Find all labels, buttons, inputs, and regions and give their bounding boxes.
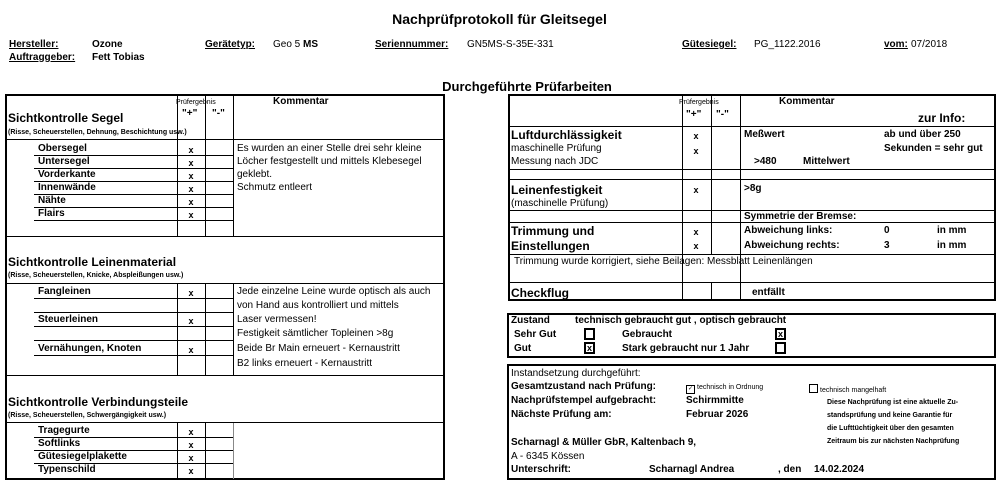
segel-row-name: Flairs bbox=[38, 208, 65, 219]
segel-row-plus: x bbox=[188, 210, 194, 220]
den-label: , den bbox=[778, 464, 802, 475]
leinen-row-plus: x bbox=[188, 345, 194, 355]
check-icon: ✓ bbox=[687, 386, 694, 392]
symmetrie-label: Symmetrie der Bremse: bbox=[744, 211, 857, 222]
segel-row-comment: Löcher festgestellt und mittels Klebesegel bbox=[237, 156, 422, 167]
option-in-ordnung-label: technisch in Ordnung bbox=[697, 384, 764, 391]
leinenfestigkeit-sub: (maschinelle Prüfung) bbox=[511, 198, 609, 209]
naechste-pruefung-label: Nächste Prüfung am: bbox=[511, 409, 612, 420]
abweichung-rechts-unit: in mm bbox=[937, 240, 967, 251]
zustand-sehr-gut-checkbox[interactable] bbox=[584, 328, 595, 340]
verbindung-row-plus: x bbox=[188, 440, 194, 450]
leinen-row-name: Vernähungen, Knoten bbox=[38, 343, 142, 354]
auftraggeber-label: Auftraggeber: bbox=[9, 52, 76, 63]
section-title: Durchgeführte Prüfarbeiten bbox=[442, 79, 612, 94]
disclaimer-line: die Lufttüchtigkeit über den gesamten bbox=[827, 425, 954, 432]
guetesiegel-label: Gütesiegel: bbox=[682, 39, 737, 50]
right-col-kommentar: Kommentar bbox=[779, 96, 835, 107]
zustand-text: technisch gebraucht gut , optisch gebraucht bbox=[575, 315, 787, 326]
segel-row-comment: Es wurden an einer Stelle drei sehr kleine bbox=[237, 143, 422, 154]
luft-title: Luftdurchlässigkeit bbox=[511, 128, 622, 142]
disclaimer-line: standsprüfung und keine Garantie für bbox=[827, 412, 953, 419]
leinen-row-comment: Festigkeit sämtlicher Topleinen >8g bbox=[237, 328, 394, 339]
segel-row-plus: x bbox=[188, 184, 194, 194]
leinen-row-plus: x bbox=[188, 288, 194, 298]
leinenfestigkeit-title: Leinenfestigkeit bbox=[511, 183, 603, 197]
segel-title: Sichtkontrolle Segel bbox=[8, 111, 124, 125]
left-col-minus: "-" bbox=[212, 108, 225, 119]
luft-sub1: maschinelle Prüfung bbox=[511, 143, 602, 154]
segel-row-plus: x bbox=[188, 171, 194, 181]
trimmung-plus-1: x bbox=[693, 227, 699, 237]
luft-sub2: Messung nach JDC bbox=[511, 156, 599, 167]
option-in-ordnung[interactable] bbox=[686, 384, 763, 394]
page-title: Nachprüfprotokoll für Gleitsegel bbox=[392, 11, 607, 27]
luft-plus-1: x bbox=[693, 131, 699, 141]
luft-mittelwert: Mittelwert bbox=[803, 156, 850, 167]
verbindung-row-name: Typenschild bbox=[38, 464, 96, 475]
zustand-gebraucht-label: Gebraucht bbox=[622, 329, 673, 340]
geraetetyp-label: Gerätetyp: bbox=[205, 39, 256, 50]
geraetetyp-size: MS bbox=[303, 39, 319, 50]
right-col-plus: "+" bbox=[686, 109, 702, 120]
verbindung-row-plus: x bbox=[188, 453, 194, 463]
segel-row-plus: x bbox=[188, 197, 194, 207]
seriennummer-label: Seriennummer: bbox=[375, 39, 449, 50]
leinen-row-name: Fangleinen bbox=[38, 286, 91, 297]
luft-plus-2: x bbox=[693, 146, 699, 156]
guetesiegel-value: PG_1122.2016 bbox=[754, 39, 821, 50]
abweichung-rechts-value: 3 bbox=[884, 240, 890, 251]
leinen-subtitle: (Risse, Scheuerstellen, Knicke, Abspleißungen usw.) bbox=[8, 272, 184, 279]
zustand-stark-label: Stark gebraucht nur 1 Jahr bbox=[622, 343, 750, 354]
leinen-title: Sichtkontrolle Leinenmaterial bbox=[8, 255, 177, 269]
trimmung-note: Trimmung wurde korrigiert, siehe Beilagen: Messblatt Leinenlängen bbox=[514, 256, 813, 267]
right-col-minus: "-" bbox=[716, 109, 729, 120]
leinen-row-name: Steuerleinen bbox=[38, 314, 99, 325]
unterschrift-label: Unterschrift: bbox=[511, 464, 572, 475]
trimmung-title-1: Trimmung und bbox=[511, 224, 595, 238]
verbindung-row-name: Softlinks bbox=[38, 438, 81, 449]
zustand-sehr-gut-label: Sehr Gut bbox=[514, 329, 557, 340]
leinen-row-comment: Beide Br Main erneuert - Kernaustritt bbox=[237, 343, 400, 354]
abweichung-links-label: Abweichung links: bbox=[744, 225, 833, 236]
leinen-row-comment: B2 links erneuert - Kernaustritt bbox=[237, 358, 373, 369]
firma-line-2: A - 6345 Kössen bbox=[511, 451, 585, 462]
stempel-label: Nachprüfstempel aufgebracht: bbox=[511, 395, 657, 406]
signature-date: 14.02.2024 bbox=[814, 464, 865, 475]
disclaimer-line: Diese Nachprüfung ist eine aktuelle Zu- bbox=[827, 399, 959, 406]
segel-row-name: Vorderkante bbox=[38, 169, 96, 180]
trimmung-plus-2: x bbox=[693, 241, 699, 251]
verbindung-row-plus: x bbox=[188, 466, 194, 476]
left-col-plus: "+" bbox=[182, 108, 198, 119]
hersteller-value: Ozone bbox=[92, 39, 123, 50]
luft-messwert-label: Meßwert bbox=[744, 129, 785, 140]
seriennummer-value: GN5MS-S-35E-331 bbox=[467, 39, 554, 50]
zustand-gut-checkbox[interactable]: x bbox=[584, 342, 595, 354]
left-col-kommentar: Kommentar bbox=[273, 96, 329, 107]
segel-row-name: Nähte bbox=[38, 195, 66, 206]
segel-row-name: Untersegel bbox=[38, 156, 90, 167]
abweichung-rechts-label: Abweichung rechts: bbox=[744, 240, 840, 251]
abweichung-links-unit: in mm bbox=[937, 225, 967, 236]
segel-subtitle: (Risse, Scheuerstellen, Dehnung, Beschichtung usw.) bbox=[8, 129, 187, 136]
leinenfestigkeit-plus: x bbox=[693, 185, 699, 195]
zustand-gebraucht-checkbox[interactable]: x bbox=[775, 328, 786, 340]
verbindung-subtitle: (Risse, Scheuerstellen, Schwergängigkeit usw.) bbox=[8, 412, 167, 419]
verbindung-row-name: Tragegurte bbox=[38, 425, 90, 436]
option-mangelhaft-label: technisch mangelhaft bbox=[820, 387, 887, 394]
stempel-value: Schirmmitte bbox=[686, 395, 744, 406]
zur-info-label: zur Info: bbox=[918, 111, 966, 125]
checkflug-title: Checkflug bbox=[511, 286, 570, 300]
luft-messwert-value: >480 bbox=[754, 156, 777, 167]
trimmung-title-2: Einstellungen bbox=[511, 239, 590, 253]
vom-label: vom: bbox=[884, 39, 908, 50]
checkbox-empty-icon bbox=[809, 384, 818, 393]
leinen-row-comment: von Hand aus kontrolliert und mittels bbox=[237, 300, 399, 311]
leinenfestigkeit-value: >8g bbox=[744, 183, 762, 194]
verbindung-title: Sichtkontrolle Verbindungsteile bbox=[8, 395, 189, 409]
geraetetyp-name: Geo 5 bbox=[273, 39, 301, 50]
verbindung-row-name: Gütesiegelplakette bbox=[38, 451, 127, 462]
leinen-row-comment: Laser vermessen! bbox=[237, 314, 317, 325]
verbindung-row-plus: x bbox=[188, 427, 194, 437]
leinen-row-plus: x bbox=[188, 316, 194, 326]
firma-line-1: Scharnagl & Müller GbR, Kaltenbach 9, bbox=[511, 437, 697, 448]
abweichung-links-value: 0 bbox=[884, 225, 890, 236]
zustand-gut-label: Gut bbox=[514, 343, 532, 354]
naechste-pruefung-value: Februar 2026 bbox=[686, 409, 749, 420]
segel-row-name: Innenwände bbox=[38, 182, 96, 193]
left-col-pruefergebnis: Prüfergebnis bbox=[176, 99, 216, 106]
zustand-stark-checkbox[interactable] bbox=[775, 342, 786, 354]
segel-row-name: Obersegel bbox=[38, 143, 87, 154]
option-mangelhaft[interactable] bbox=[809, 384, 886, 394]
segel-row-plus: x bbox=[188, 158, 194, 168]
segel-row-comment: Schmutz entleert bbox=[237, 182, 313, 193]
luft-info-1: ab und über 250 bbox=[884, 129, 961, 140]
instand-heading: Instandsetzung durchgeführt: bbox=[511, 368, 641, 379]
checkflug-value: entfällt bbox=[752, 287, 785, 298]
segel-row-plus: x bbox=[188, 145, 194, 155]
geraetetyp-value bbox=[273, 40, 318, 50]
unterschrift-name: Scharnagl Andrea bbox=[649, 464, 735, 475]
gesamtzustand-label: Gesamtzustand nach Prüfung: bbox=[511, 381, 657, 392]
leinen-row-comment: Jede einzelne Leine wurde optisch als auch bbox=[237, 286, 431, 297]
disclaimer-line: Zeitraum bis zur nächsten Nachprüfung bbox=[827, 438, 960, 445]
vom-value: 07/2018 bbox=[911, 39, 948, 50]
right-col-pruefergebnis: Prüfergebnis bbox=[679, 99, 719, 106]
zustand-label: Zustand bbox=[511, 315, 550, 326]
auftraggeber-value: Fett Tobias bbox=[92, 52, 145, 63]
luft-info-2: Sekunden = sehr gut bbox=[884, 143, 983, 154]
hersteller-label: Hersteller: bbox=[9, 39, 59, 50]
segel-row-comment: geklebt. bbox=[237, 169, 273, 180]
